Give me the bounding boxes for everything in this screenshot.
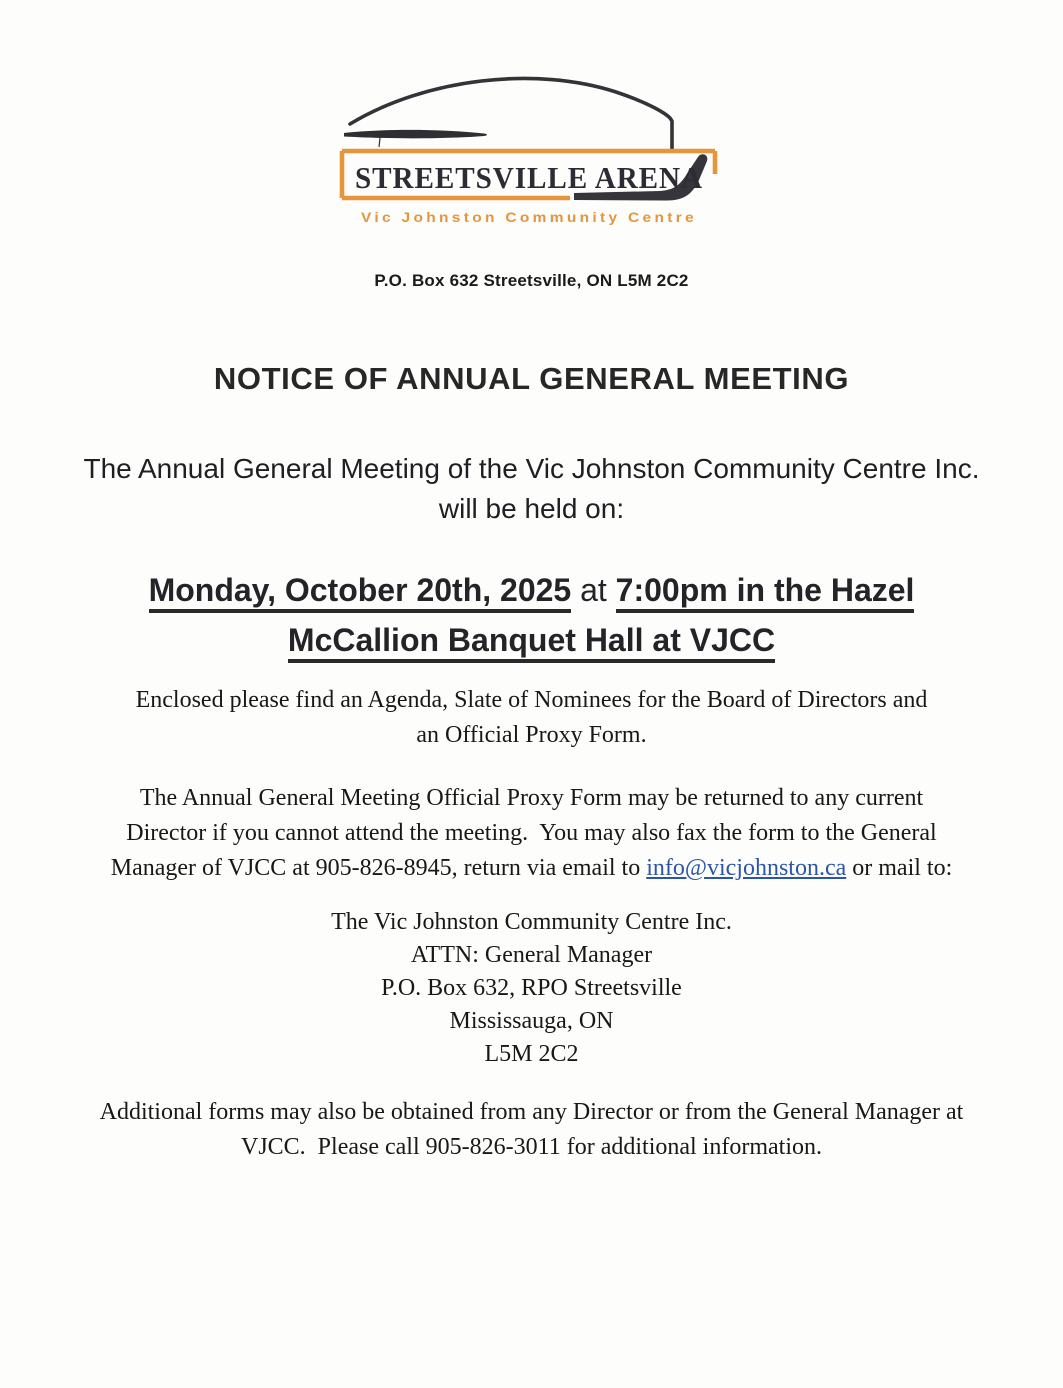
- proxy-paragraph: [0, 781, 1063, 886]
- additional-forms-line-1: Additional forms may also be obtained from any Director or from the General Manager at: [99, 1099, 964, 1125]
- intro-line-1: The Annual General Meeting of the Vic Johnston Community Centre Inc.: [83, 453, 980, 484]
- mail-address-line-2: ATTN: General Manager: [410, 942, 653, 968]
- event-heading-line-1: [0, 565, 1063, 615]
- proxy-line-3-after: or mail to:: [846, 855, 953, 881]
- page-title: NOTICE OF ANNUAL GENERAL MEETING: [213, 361, 850, 396]
- streetsville-arena-logo: [336, 66, 728, 233]
- additional-forms-paragraph: [0, 1095, 1063, 1165]
- email-link[interactable]: info@vicjohnston.ca: [646, 855, 847, 881]
- mail-address-line-3: P.O. Box 632, RPO Streetsville: [381, 975, 682, 1001]
- brush-stroke-icon: [344, 130, 487, 138]
- mail-address-line-4: Mississauga, ON: [449, 1008, 614, 1034]
- event-heading: [0, 565, 1063, 665]
- mail-address-line-1: The Vic Johnston Community Centre Inc.: [331, 909, 732, 935]
- event-time-place: 7:00pm in the Hazel: [616, 572, 915, 613]
- additional-forms-line-2: VJCC. Please call 905-826-3011 for additional information.: [240, 1134, 822, 1160]
- enclosed-paragraph: [0, 683, 1063, 753]
- proxy-line-2: Director if you cannot attend the meeting. You may also fax the form to the General: [126, 820, 937, 846]
- mailing-address-block: [0, 906, 1063, 1071]
- enclosed-line-1: Enclosed please find an Agenda, Slate of Nominees for the Board of Directors and: [135, 687, 928, 713]
- enclosed-line-2: an Official Proxy Form.: [416, 722, 647, 748]
- header-address-line: P.O. Box 632 Streetsville, ON L5M 2C2: [374, 271, 689, 290]
- proxy-line-1: The Annual General Meeting Official Proxy Form may be returned to any current: [139, 785, 924, 811]
- proxy-line-3: [0, 851, 1063, 886]
- event-date: Monday, October 20th, 2025: [149, 572, 572, 613]
- event-at: at: [571, 572, 616, 608]
- proxy-line-3-before: Manager of VJCC at 905-826-8945, return via email to: [110, 855, 647, 881]
- arena-roof-arc-icon: [350, 78, 672, 150]
- streetsville-arena-logo-graphic: [336, 66, 728, 228]
- event-venue: McCallion Banquet Hall at VJCC: [288, 622, 775, 663]
- event-heading-line-2: [0, 615, 1063, 665]
- mail-address-line-5: L5M 2C2: [484, 1041, 579, 1067]
- intro-paragraph: [0, 449, 1063, 529]
- brush-tick-icon: [379, 138, 380, 147]
- logo-title-text: STREETSVILLE ARENA: [354, 160, 703, 195]
- logo-subtitle-text: Vic Johnston Community Centre: [360, 209, 697, 225]
- intro-line-2: will be held on:: [438, 493, 625, 524]
